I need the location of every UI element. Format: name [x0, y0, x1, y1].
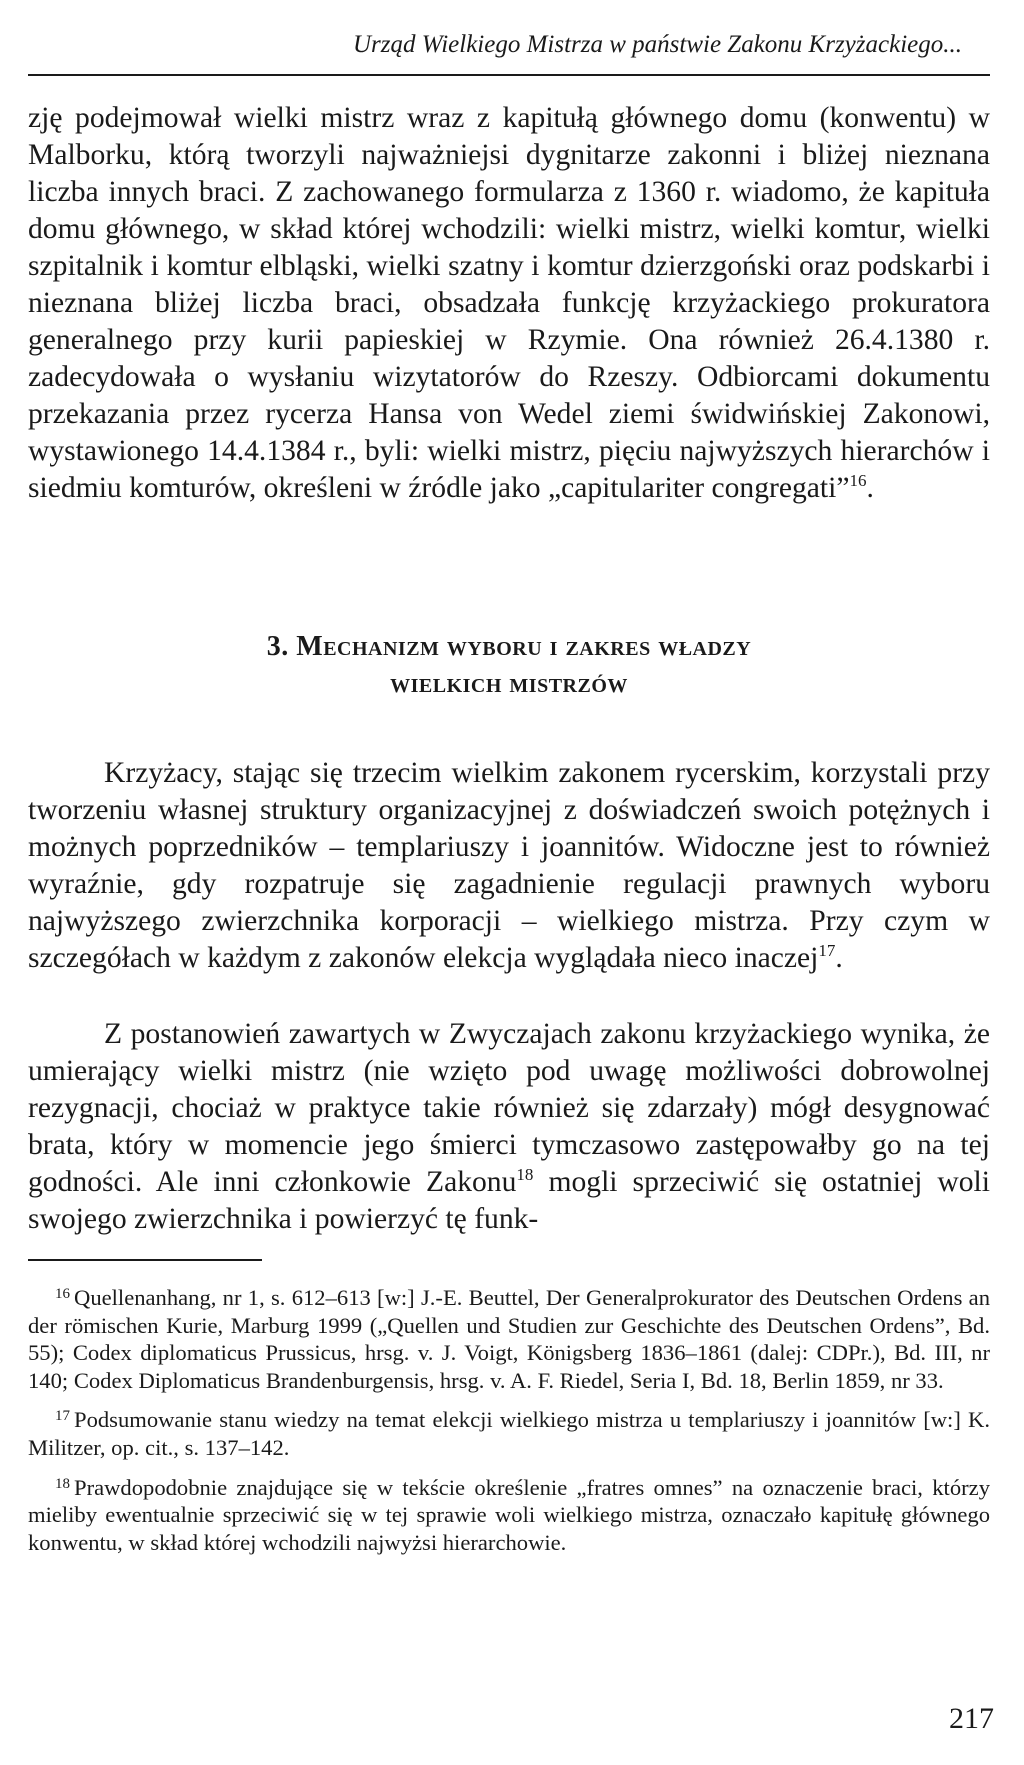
footnote-ref-16[interactable]: 16: [849, 471, 867, 490]
body-paragraph-2: [28, 755, 990, 977]
footnote-ref-17[interactable]: 17: [818, 941, 836, 960]
footnote-text: Prawdopodobnie znajdujące się w tekście określenie „fratres omnes” na oznaczenie braci, którzy mieliby ewentualnie sprzeciwić się w tej sprawie woli wielkiego mistrza, oznaczało kapitułę głównego konwentu, w skład której wchodzili najwyżsi hierarchowie.: [28, 1474, 990, 1555]
footnote-text: Quellenanhang, nr 1, s. 612–613 [w:] J.-E. Beuttel, Der Generalprokurator des Deutschen Ordens an der römischen Kurie, Marburg 1999 („Quellen und Studien zur Geschichte des Deutschen Ordens”, Bd. 55); Codex diplomaticus Prussicus, hrsg. v. J. Voigt, Königsberg 1836–1861 (dalej: CDPr.), Bd. III, nr 140; Codex Diplomaticus Brandenburgensis, hrsg. v. A. F. Riedel, Seria I, Bd. 18, Berlin 1859, nr 33.: [28, 1285, 990, 1393]
paragraph-1-text: zję podejmował wielki mistrz wraz z kapitułą głównego domu (konwentu) w Malborku, którą tworzyli najważniejsi dygnitarze zakonni i bliżej nieznana liczba innych braci. Z zachowanego formularza z 1360 r. wiadomo, że kapituła domu głównego, w skład której wchodzili: wielki mistrz, wielki komtur, wielki szpitalnik i komtur elbląski, wielki szatny i komtur dzierzgoński oraz podskarbi i nieznana bliżej liczba braci, obsadzała funkcję krzyżackiego prokuratora generalnego przy kurii papieskiej w Rzymie. Ona również 26.4.1380 r. zadecydowała o wysłaniu wizytatorów do Rzeszy. Odbiorcami dokumentu przekazania przez rycerza Hansa von Wedel ziemi świdwińskiej Zakonowi, wystawionego 14.4.1384 r., byli: wielki mistrz, pięciu najwyższych hierarchów i siedmiu komturów, określeni w źródle jako „capitulariter congregati”: [28, 102, 990, 504]
footnote-separator: [28, 1259, 262, 1261]
paragraph-3-text-before: Z postanowień zawartych w Zwyczajach zakonu krzyżackiego wynika, że umierający wielki mistrz (nie wzięto pod uwagę możliwości dobrowolnej rezygnacji, chociaż w praktyce takie również się zdarzały) mógł desygnować brata, który w momencie jego śmierci tymczasowo zastępowałby go na tej godności. Ale inni członkowie Zakonu: [28, 1018, 990, 1198]
section-heading-line-1: 3. Mechanizm wyboru i zakres władzy: [266, 631, 752, 662]
footnote-17: [28, 1403, 990, 1461]
running-head: Urząd Wielkiego Mistrza w państwie Zakonu Krzyżackiego...: [353, 31, 962, 58]
section-heading: [28, 628, 990, 702]
footnote-number: 18: [55, 1475, 70, 1492]
header-rule: [28, 74, 990, 76]
footnote-16: [28, 1281, 990, 1394]
page-number: 217: [949, 1702, 994, 1735]
paragraph-2-tail: .: [835, 942, 843, 974]
footnote-number: 16: [55, 1286, 70, 1302]
paragraph-3-text-after: mogli sprzeciwić się ostatniej woli swojego zwierzchnika i powierzyć tę funk-: [28, 1166, 990, 1235]
footnote-number: 17: [55, 1408, 70, 1425]
paragraph-1-tail: .: [866, 472, 874, 504]
footnote-text: Podsumowanie stanu wiedzy na temat elekcji wielkiego mistrza u templariuszy i joannitów [w:] K. Militzer, op. cit., s. 137–142.: [28, 1407, 990, 1460]
body-paragraph-1: [28, 100, 990, 507]
footnotes: [28, 1281, 990, 1565]
section-heading-line-2: wielkich mistrzów: [390, 668, 628, 699]
footnote-ref-18[interactable]: 18: [516, 1165, 534, 1184]
paragraph-2-text: Krzyżacy, stając się trzecim wielkim zakonem rycerskim, korzystali przy tworzeniu własnej struktury organizacyjnej z doświadczeń swoich potężnych i możnych poprzedników – templariuszy i joannitów. Widoczne jest to również wyraźnie, gdy rozpatruje się zagadnienie regulacji prawnych wyboru najwyższego zwierzchnika korporacji – wielkiego mistrza. Przy czym w szczegółach w każdym z zakonów elekcja wyglądała nieco inaczej: [28, 757, 990, 974]
footnote-18: [28, 1471, 990, 1557]
body-paragraph-3: [28, 1016, 990, 1238]
